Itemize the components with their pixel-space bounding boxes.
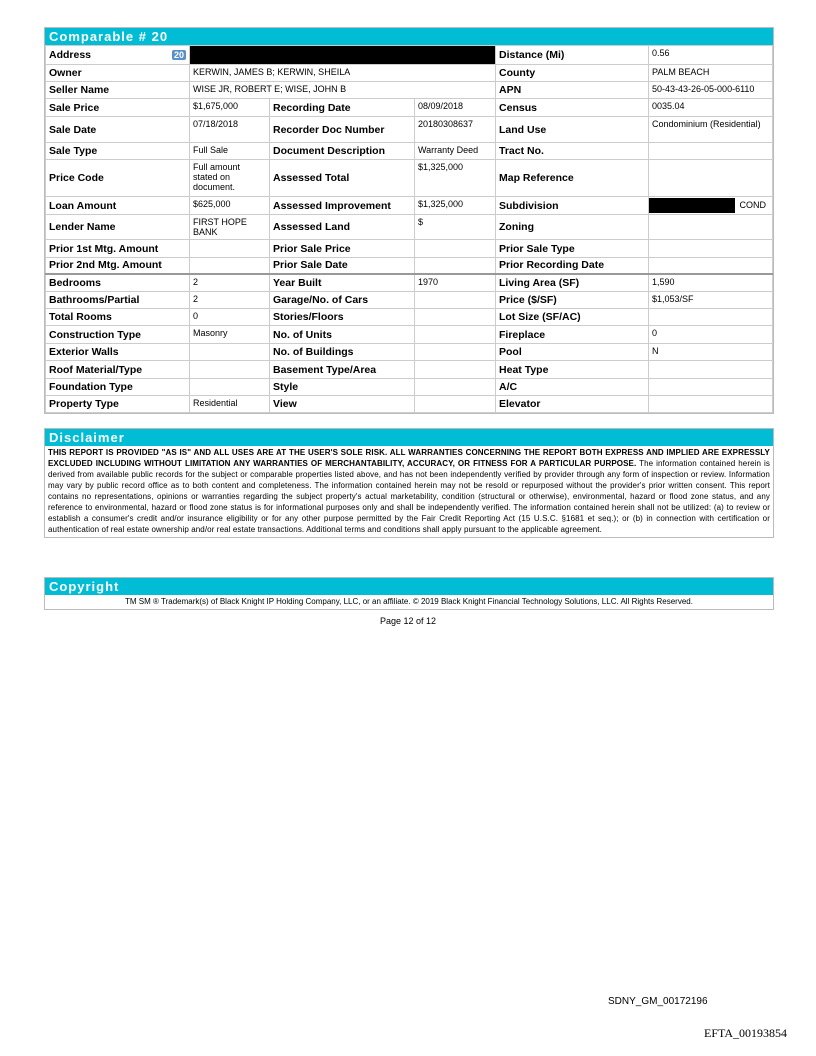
- field-value: PALM BEACH: [649, 65, 773, 82]
- field-label: Sale Price: [46, 99, 190, 117]
- field-label: Elevator: [496, 396, 649, 413]
- field-label: Fireplace: [496, 326, 649, 344]
- disclaimer-body: The information contained herein is derived from available public records for the subject or comparable properties listed above, and has not been independently verified by provider through any form of inspection or review. Information may vary by public record office as to both content and completeness. The information contained herein may not be resold or repurposed without the provider's prior written consent. This report contains no representations, opinions or warranties regarding the subject property's actual marketability, condition (structural or otherwise), environmental, hazard or flood zone status, and any reference to environmental, hazard or flood zone status is for informational purposes only and shall be independently verified. The information contained herein shall not be utilized: (a) to review or establish a consumer's credit and/or insurance eligibility or for any other purpose permitted by the Fair Credit Reporting Act (15 U.S.C. §1681 et seq.); or (b) in connection with certification or authentication of real estate ownership and/or real estate transactions. Additional terms and conditions shall apply pursuant to the applicable agreement.: [48, 459, 770, 534]
- field-value: [649, 258, 773, 274]
- field-label: Owner: [46, 65, 190, 82]
- field-value: [190, 361, 270, 379]
- field-label: Price ($/SF): [496, 292, 649, 309]
- field-label: Year Built: [270, 274, 415, 292]
- field-label: View: [270, 396, 415, 413]
- bates-number: SDNY_GM_00172196: [608, 996, 708, 1007]
- copyright-section: [44, 577, 774, 610]
- field-label: Sale Type: [46, 143, 190, 160]
- table-row: [46, 344, 773, 361]
- field-label: No. of Units: [270, 326, 415, 344]
- field-label: County: [496, 65, 649, 82]
- field-label: Construction Type: [46, 326, 190, 344]
- field-value: $1,053/SF: [649, 292, 773, 309]
- field-label: Stories/Floors: [270, 309, 415, 326]
- disclaimer-title: Disclaimer: [45, 429, 773, 446]
- field-value: [190, 344, 270, 361]
- subdivision-redacted: [649, 198, 735, 213]
- table-row: [46, 99, 773, 117]
- field-label: Lender Name: [46, 215, 190, 240]
- field-value: [649, 361, 773, 379]
- field-value: [649, 215, 773, 240]
- disclaimer-bold: THIS REPORT IS PROVIDED "AS IS" AND ALL USES ARE AT THE USER'S SOLE RISK. ALL WARRANTIES CONCERNING THE REPORT BOTH EXPRESS AND IMPLIED ARE EXPRESSLY EXCLUDED INCLUDING WITHOUT LIMITATION ANY WARRANTIES OF MERCHANTABILITY, ACCURACY, OR FITNESS FOR A PARTICULAR PURPOSE.: [48, 448, 770, 468]
- field-value: [415, 344, 496, 361]
- field-label: Recorder Doc Number: [270, 117, 415, 143]
- field-value: 07/18/2018: [190, 117, 270, 143]
- field-label: Map Reference: [496, 160, 649, 197]
- field-value: 0.56: [649, 46, 773, 65]
- field-label: Property Type: [46, 396, 190, 413]
- comparable-table: [45, 45, 773, 413]
- table-row: [46, 143, 773, 160]
- field-label: Prior 2nd Mtg. Amount: [46, 258, 190, 274]
- field-label: Total Rooms: [46, 309, 190, 326]
- field-value: Full amount stated on document.: [190, 160, 270, 197]
- field-value: $1,325,000: [415, 197, 496, 215]
- field-label: Land Use: [496, 117, 649, 143]
- field-label: Foundation Type: [46, 379, 190, 396]
- field-label: [46, 46, 190, 65]
- field-value: N: [649, 344, 773, 361]
- table-row: [46, 197, 773, 215]
- table-row: [46, 82, 773, 99]
- table-row: [46, 326, 773, 344]
- table-row: [46, 379, 773, 396]
- field-value: 0035.04: [649, 99, 773, 117]
- field-label: Living Area (SF): [496, 274, 649, 292]
- field-label: Assessed Land: [270, 215, 415, 240]
- field-value: [649, 240, 773, 258]
- subdivision-suffix: COND: [739, 200, 766, 210]
- field-label: Prior Sale Type: [496, 240, 649, 258]
- field-value: [190, 379, 270, 396]
- table-row: [46, 46, 773, 65]
- field-label: Subdivision: [496, 197, 649, 215]
- efta-number: EFTA_00193854: [704, 1026, 788, 1040]
- address-redacted: [190, 46, 496, 65]
- field-value: [649, 379, 773, 396]
- table-row: [46, 240, 773, 258]
- field-value: KERWIN, JAMES B; KERWIN, SHEILA: [190, 65, 496, 82]
- field-value: 0: [649, 326, 773, 344]
- field-value: [415, 292, 496, 309]
- field-label: Exterior Walls: [46, 344, 190, 361]
- field-label: Seller Name: [46, 82, 190, 99]
- field-label: Roof Material/Type: [46, 361, 190, 379]
- table-row: [46, 361, 773, 379]
- disclaimer-section: [44, 428, 774, 538]
- field-label: Style: [270, 379, 415, 396]
- table-row: [46, 160, 773, 197]
- table-row: [46, 117, 773, 143]
- field-label: Prior 1st Mtg. Amount: [46, 240, 190, 258]
- field-label: No. of Buildings: [270, 344, 415, 361]
- field-value: 50-43-43-26-05-000-6110: [649, 82, 773, 99]
- field-value: $625,000: [190, 197, 270, 215]
- field-value: Full Sale: [190, 143, 270, 160]
- field-value: [415, 309, 496, 326]
- disclaimer-text: [45, 446, 773, 537]
- field-label: Pool: [496, 344, 649, 361]
- field-label: Tract No.: [496, 143, 649, 160]
- field-value: $: [415, 215, 496, 240]
- field-value: 1970: [415, 274, 496, 292]
- field-label: Bathrooms/Partial: [46, 292, 190, 309]
- field-value: [415, 240, 496, 258]
- field-value: [190, 240, 270, 258]
- field-label-text: Address: [49, 49, 92, 61]
- field-value: $1,675,000: [190, 99, 270, 117]
- copyright-text: TM SM ® Trademark(s) of Black Knight IP Holding Company, LLC, or an affiliate. © 2019 Black Knight Financial Technology Solutions, LLC. All Rights Reserved.: [125, 597, 693, 606]
- field-label: Loan Amount: [46, 197, 190, 215]
- field-value: [415, 379, 496, 396]
- field-value: 20180308637: [415, 117, 496, 143]
- comparable-section: [44, 27, 774, 414]
- field-value: Condominium (Residential): [649, 117, 773, 143]
- table-row: [46, 396, 773, 413]
- field-label: Document Description: [270, 143, 415, 160]
- table-row: [46, 309, 773, 326]
- table-row: [46, 274, 773, 292]
- field-label: Recording Date: [270, 99, 415, 117]
- field-label: Basement Type/Area: [270, 361, 415, 379]
- page-number: Page 12 of 12: [379, 616, 437, 626]
- field-value: [415, 258, 496, 274]
- field-label: Assessed Improvement: [270, 197, 415, 215]
- table-row: [46, 292, 773, 309]
- field-label: Sale Date: [46, 117, 190, 143]
- table-row: [46, 215, 773, 240]
- field-label: A/C: [496, 379, 649, 396]
- field-value: Warranty Deed: [415, 143, 496, 160]
- comparable-title: Comparable # 20: [45, 28, 773, 45]
- map-pin-icon: 20: [173, 50, 184, 60]
- field-value: 2: [190, 292, 270, 309]
- field-label: Heat Type: [496, 361, 649, 379]
- field-value: [649, 309, 773, 326]
- field-label: Prior Sale Date: [270, 258, 415, 274]
- field-value: [649, 160, 773, 197]
- field-label: Census: [496, 99, 649, 117]
- field-label: APN: [496, 82, 649, 99]
- field-value: [190, 258, 270, 274]
- field-value: $1,325,000: [415, 160, 496, 197]
- field-label: Bedrooms: [46, 274, 190, 292]
- field-label: Zoning: [496, 215, 649, 240]
- field-value: 2: [190, 274, 270, 292]
- field-value: 0: [190, 309, 270, 326]
- field-value: Residential: [190, 396, 270, 413]
- field-label: Assessed Total: [270, 160, 415, 197]
- field-label: Garage/No. of Cars: [270, 292, 415, 309]
- field-value: FIRST HOPE BANK: [190, 215, 270, 240]
- field-label: Price Code: [46, 160, 190, 197]
- table-row: [46, 65, 773, 82]
- field-label: Prior Sale Price: [270, 240, 415, 258]
- field-value: Masonry: [190, 326, 270, 344]
- field-value: [649, 197, 773, 215]
- field-value: [649, 396, 773, 413]
- field-value: WISE JR, ROBERT E; WISE, JOHN B: [190, 82, 496, 99]
- field-value: 1,590: [649, 274, 773, 292]
- field-value: [649, 143, 773, 160]
- field-value: 08/09/2018: [415, 99, 496, 117]
- field-value: [415, 326, 496, 344]
- field-value: [415, 396, 496, 413]
- field-label: Prior Recording Date: [496, 258, 649, 274]
- copyright-title: Copyright: [45, 578, 773, 595]
- table-row: [46, 258, 773, 274]
- field-label: Lot Size (SF/AC): [496, 309, 649, 326]
- field-label: Distance (Mi): [496, 46, 649, 65]
- field-value: [415, 361, 496, 379]
